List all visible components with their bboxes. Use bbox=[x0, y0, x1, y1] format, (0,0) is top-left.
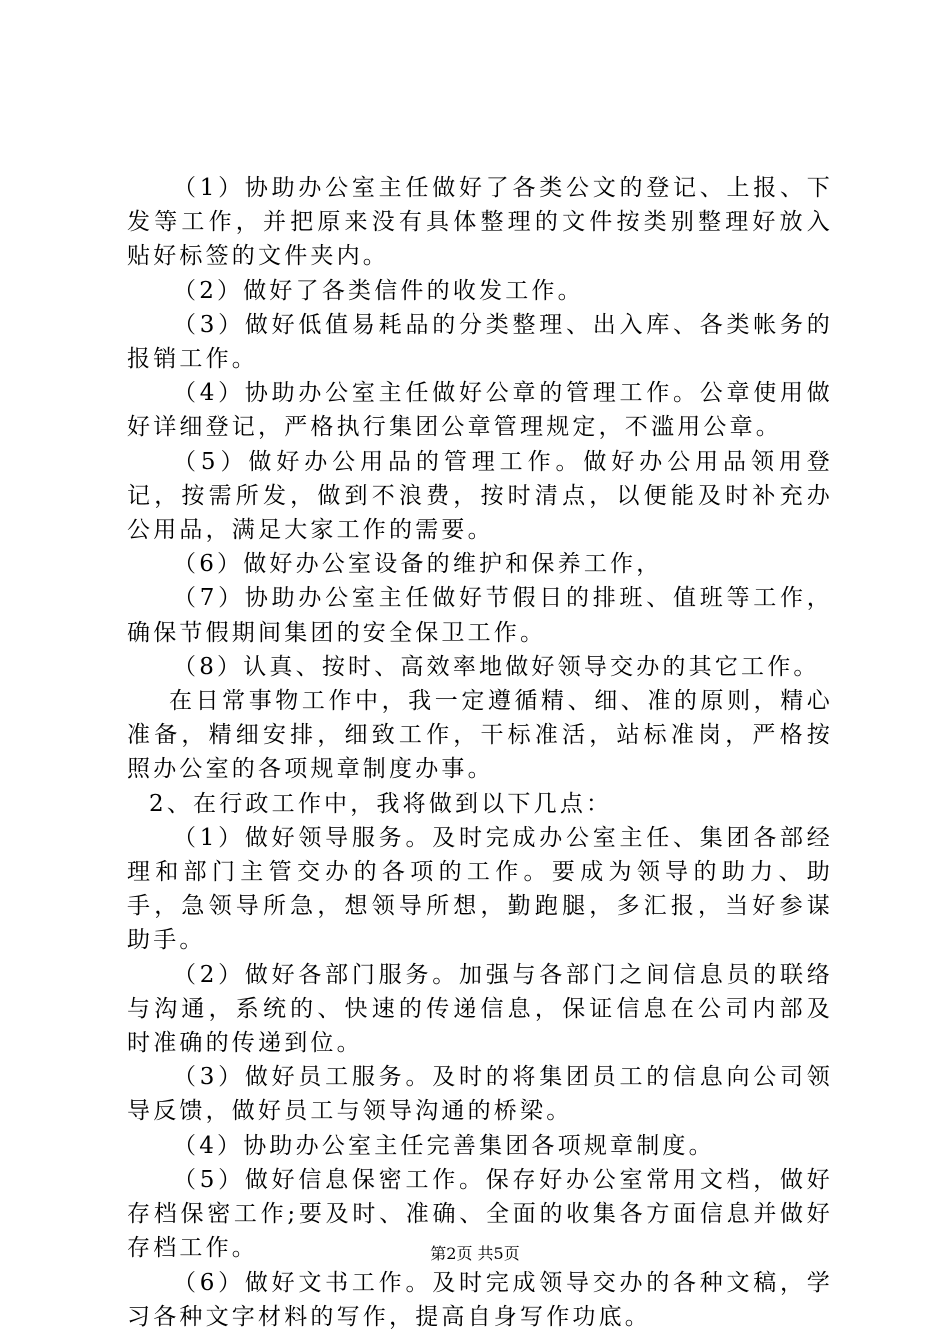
paragraph-2-3: （3）做好员工服务。及时的将集团员工的信息向公司领导反馈，做好员工与领导沟通的桥梁。 bbox=[127, 1064, 833, 1125]
paragraph-1-5: （5）做好办公用品的管理工作。做好办公用品领用登记，按需所发，做到不浪费，按时清点，以便能及时补充办公用品，满足大家工作的需要。 bbox=[127, 448, 833, 544]
page-number-footer: 第2页 共5页 bbox=[430, 1244, 520, 1263]
paragraph-2-5: （5）做好信息保密工作。保存好办公室常用文档，做好存档保密工作;要及时、准确、全面的收集各方面信息并做好存档工作。 bbox=[127, 1166, 833, 1262]
paragraph-1-7: （7）协助办公室主任做好节假日的排班、值班等工作，确保节假期间集团的安全保卫工作。 bbox=[127, 585, 833, 646]
paragraph-2-4: （4）协助办公室主任完善集团各项规章制度。 bbox=[173, 1132, 715, 1159]
paragraph-1-2: （2）做好了各类信件的收发工作。 bbox=[173, 277, 584, 304]
paragraph-1-8: （8）认真、按时、高效率地做好领导交办的其它工作。 bbox=[173, 653, 820, 680]
paragraph-daily-work: 在日常事物工作中，我一定遵循精、细、准的原则，精心准备，精细安排，细致工作，干标准活，站标准岗，严格按照办公室的各项规章制度办事。 bbox=[127, 688, 833, 783]
paragraph-1-6: （6）做好办公室设备的维护和保养工作， bbox=[173, 551, 663, 578]
paragraph-2-2: （2）做好各部门服务。加强与各部门之间信息员的联络与沟通，系统的、快速的传递信息，保证信息在公司内部及时准确的传递到位。 bbox=[127, 961, 833, 1057]
paragraph-2-1: （1）做好领导服务。及时完成办公室主任、集团各部经理和部门主管交办的各项的工作。要成为领导的助力、助手，急领导所急，想领导所想，勤跑腿，多汇报，当好参谋助手。 bbox=[127, 824, 833, 954]
document-body bbox=[127, 171, 833, 1334]
paragraph-1-3: （3）做好低值易耗品的分类整理、出入库、各类帐务的报销工作。 bbox=[127, 311, 833, 373]
section-heading-2: 2、在行政工作中，我将做到以下几点： bbox=[149, 790, 613, 817]
paragraph-2-6: （6）做好文书工作。及时完成领导交办的各种文稿，学习各种文字材料的写作，提高自身写作功底。 bbox=[127, 1269, 833, 1330]
paragraph-1-1: （1）协助办公室主任做好了各类公文的登记、上报、下发等工作，并把原来没有具体整理的文件按类别整理好放入贴好标签的文件夹内。 bbox=[127, 175, 833, 270]
paragraph-1-4: （4）协助办公室主任做好公章的管理工作。公章使用做好详细登记，严格执行集团公章管理规定，不滥用公章。 bbox=[127, 380, 833, 441]
